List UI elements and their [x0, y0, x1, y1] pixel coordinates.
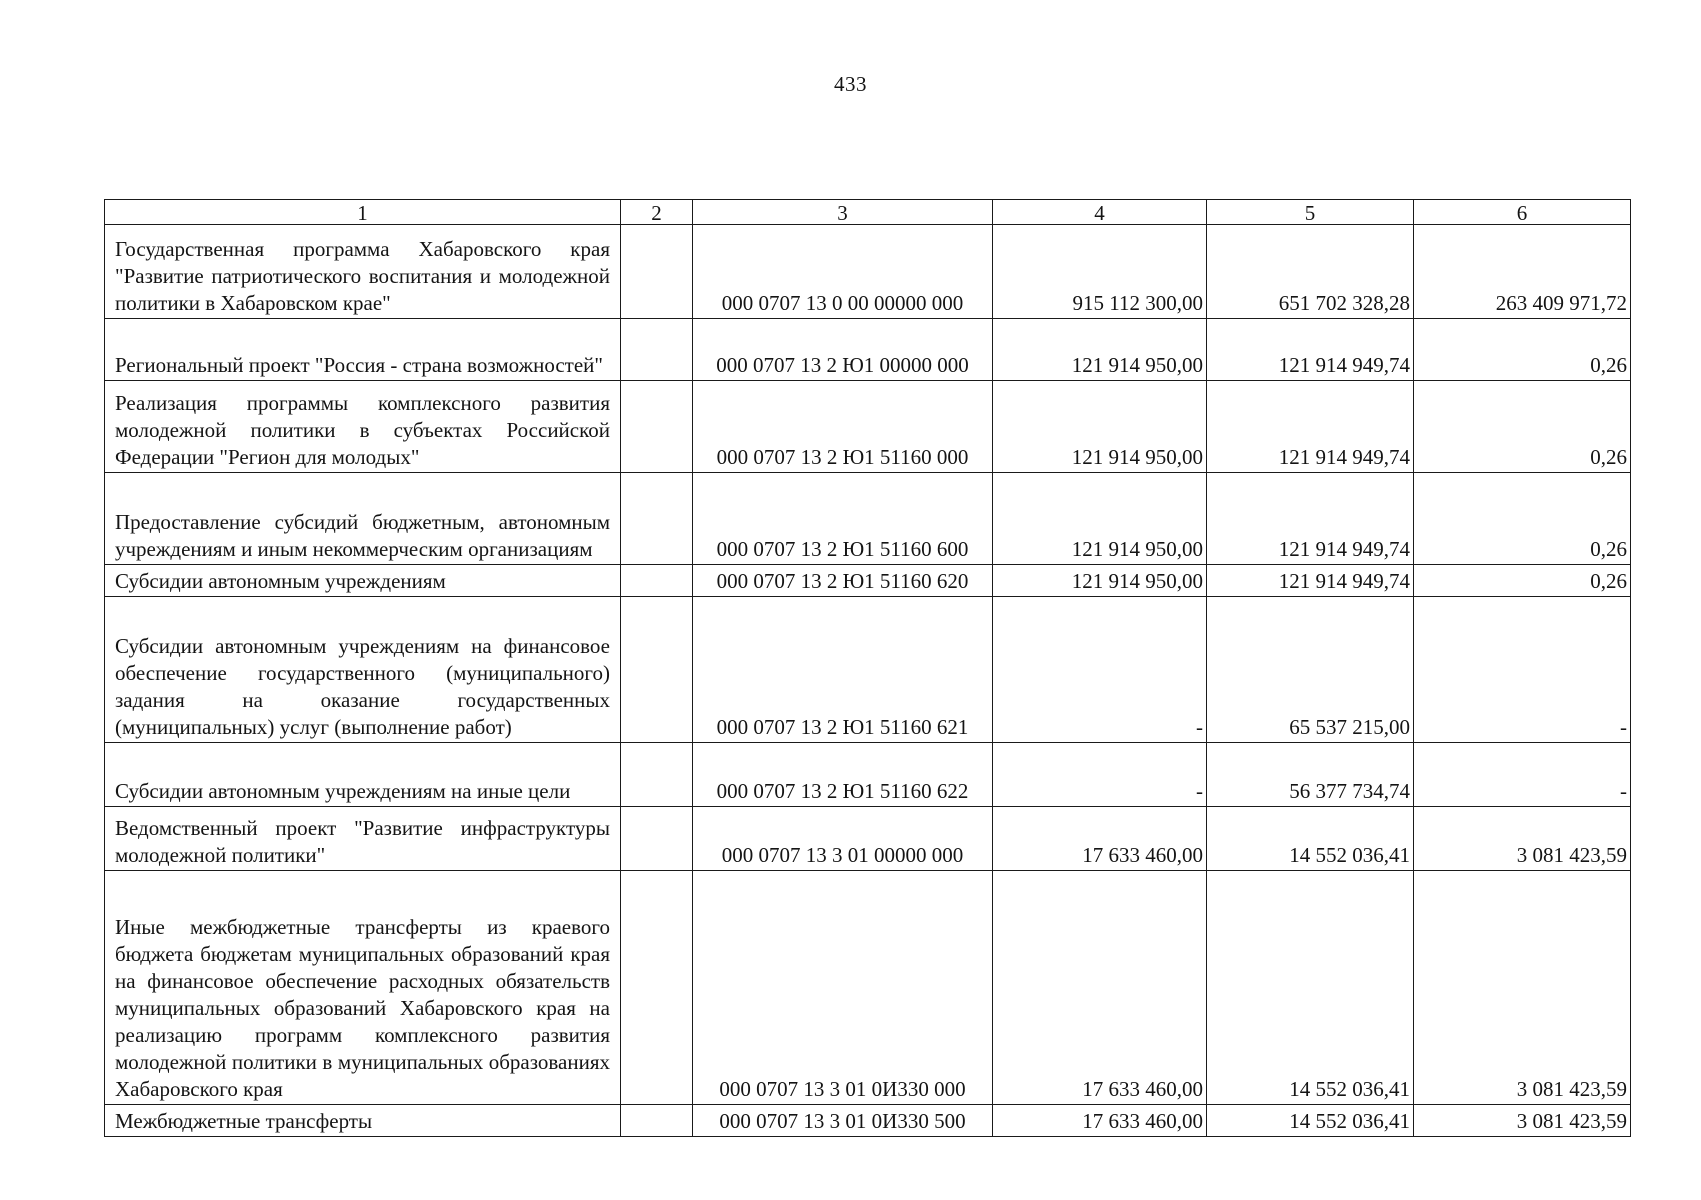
header-cell-3: 3: [693, 200, 993, 225]
row-name: Региональный проект "Россия - страна возможностей": [105, 319, 621, 381]
header-cell-6: 6: [1414, 200, 1631, 225]
row-code: 000 0707 13 2 Ю1 51160 600: [693, 473, 993, 565]
row-code: 000 0707 13 3 01 0И330 000: [693, 871, 993, 1105]
table-row: [105, 807, 1631, 871]
table-row: [105, 473, 1631, 565]
table-row: [105, 225, 1631, 319]
row-value-5: 121 914 949,74: [1207, 319, 1414, 381]
row-value-4: 915 112 300,00: [993, 225, 1207, 319]
row-value-4: 121 914 950,00: [993, 319, 1207, 381]
table-row: [105, 319, 1631, 381]
table-row: [105, 381, 1631, 473]
row-value-4: -: [993, 743, 1207, 807]
row-value-6: -: [1414, 597, 1631, 743]
row-value-4: 121 914 950,00: [993, 565, 1207, 597]
row-code: 000 0707 13 2 Ю1 00000 000: [693, 319, 993, 381]
row-value-6: -: [1414, 743, 1631, 807]
row-value-5: 121 914 949,74: [1207, 565, 1414, 597]
row-value-4: 17 633 460,00: [993, 871, 1207, 1105]
row-col2: [621, 319, 693, 381]
row-code: 000 0707 13 3 01 0И330 500: [693, 1105, 993, 1137]
row-col2: [621, 473, 693, 565]
header-cell-4: 4: [993, 200, 1207, 225]
row-value-6: 3 081 423,59: [1414, 1105, 1631, 1137]
row-value-5: 65 537 215,00: [1207, 597, 1414, 743]
row-name: Субсидии автономным учреждениям: [105, 565, 621, 597]
row-value-4: 121 914 950,00: [993, 381, 1207, 473]
row-name: Межбюджетные трансферты: [105, 1105, 621, 1137]
row-code: 000 0707 13 0 00 00000 000: [693, 225, 993, 319]
row-value-6: 0,26: [1414, 565, 1631, 597]
row-value-5: 56 377 734,74: [1207, 743, 1414, 807]
row-value-4: 17 633 460,00: [993, 807, 1207, 871]
table-row: [105, 565, 1631, 597]
row-code: 000 0707 13 2 Ю1 51160 622: [693, 743, 993, 807]
row-value-6: 0,26: [1414, 473, 1631, 565]
budget-table-container: [104, 199, 1630, 1137]
row-value-4: 17 633 460,00: [993, 1105, 1207, 1137]
row-code: 000 0707 13 2 Ю1 51160 621: [693, 597, 993, 743]
header-cell-2: 2: [621, 200, 693, 225]
row-name: Реализация программы комплексного развития молодежной политики в субъектах Российской Федерации "Регион для молодых": [105, 381, 621, 473]
row-value-4: 121 914 950,00: [993, 473, 1207, 565]
row-code: 000 0707 13 2 Ю1 51160 000: [693, 381, 993, 473]
row-value-5: 121 914 949,74: [1207, 473, 1414, 565]
table-row: [105, 1105, 1631, 1137]
row-name: Субсидии автономным учреждениям на финансовое обеспечение государственного (муниципального) задания на оказание государственных (муниципальных) услуг (выполнение работ): [105, 597, 621, 743]
row-value-6: 0,26: [1414, 319, 1631, 381]
row-value-5: 121 914 949,74: [1207, 381, 1414, 473]
budget-table: [104, 199, 1631, 1137]
row-value-5: 14 552 036,41: [1207, 871, 1414, 1105]
row-col2: [621, 1105, 693, 1137]
row-col2: [621, 871, 693, 1105]
row-col2: [621, 743, 693, 807]
row-value-6: 263 409 971,72: [1414, 225, 1631, 319]
row-value-4: -: [993, 597, 1207, 743]
header-cell-1: 1: [105, 200, 621, 225]
table-row: [105, 871, 1631, 1105]
header-cell-5: 5: [1207, 200, 1414, 225]
table-row: [105, 743, 1631, 807]
table-row: [105, 597, 1631, 743]
row-value-6: 0,26: [1414, 381, 1631, 473]
row-value-5: 14 552 036,41: [1207, 1105, 1414, 1137]
row-name: Ведомственный проект "Развитие инфраструктуры молодежной политики": [105, 807, 621, 871]
row-code: 000 0707 13 3 01 00000 000: [693, 807, 993, 871]
row-name: Предоставление субсидий бюджетным, автономным учреждениям и иным некоммерческим организациям: [105, 473, 621, 565]
row-value-6: 3 081 423,59: [1414, 807, 1631, 871]
row-name: Иные межбюджетные трансферты из краевого бюджета бюджетам муниципальных образований края на финансовое обеспечение расходных обязательств муниципальных образований Хабаровского края на реализацию программ комплексного развития молодежной политики в муниципальных образованиях Хабаровского края: [105, 871, 621, 1105]
row-value-5: 651 702 328,28: [1207, 225, 1414, 319]
row-value-6: 3 081 423,59: [1414, 871, 1631, 1105]
row-col2: [621, 381, 693, 473]
row-col2: [621, 597, 693, 743]
row-value-5: 14 552 036,41: [1207, 807, 1414, 871]
row-col2: [621, 807, 693, 871]
row-name: Государственная программа Хабаровского края "Развитие патриотического воспитания и молодежной политики в Хабаровском крае": [105, 225, 621, 319]
header-row: [105, 200, 1631, 225]
page-number: 433: [834, 72, 867, 96]
row-code: 000 0707 13 2 Ю1 51160 620: [693, 565, 993, 597]
row-col2: [621, 225, 693, 319]
row-col2: [621, 565, 693, 597]
row-name: Субсидии автономным учреждениям на иные цели: [105, 743, 621, 807]
